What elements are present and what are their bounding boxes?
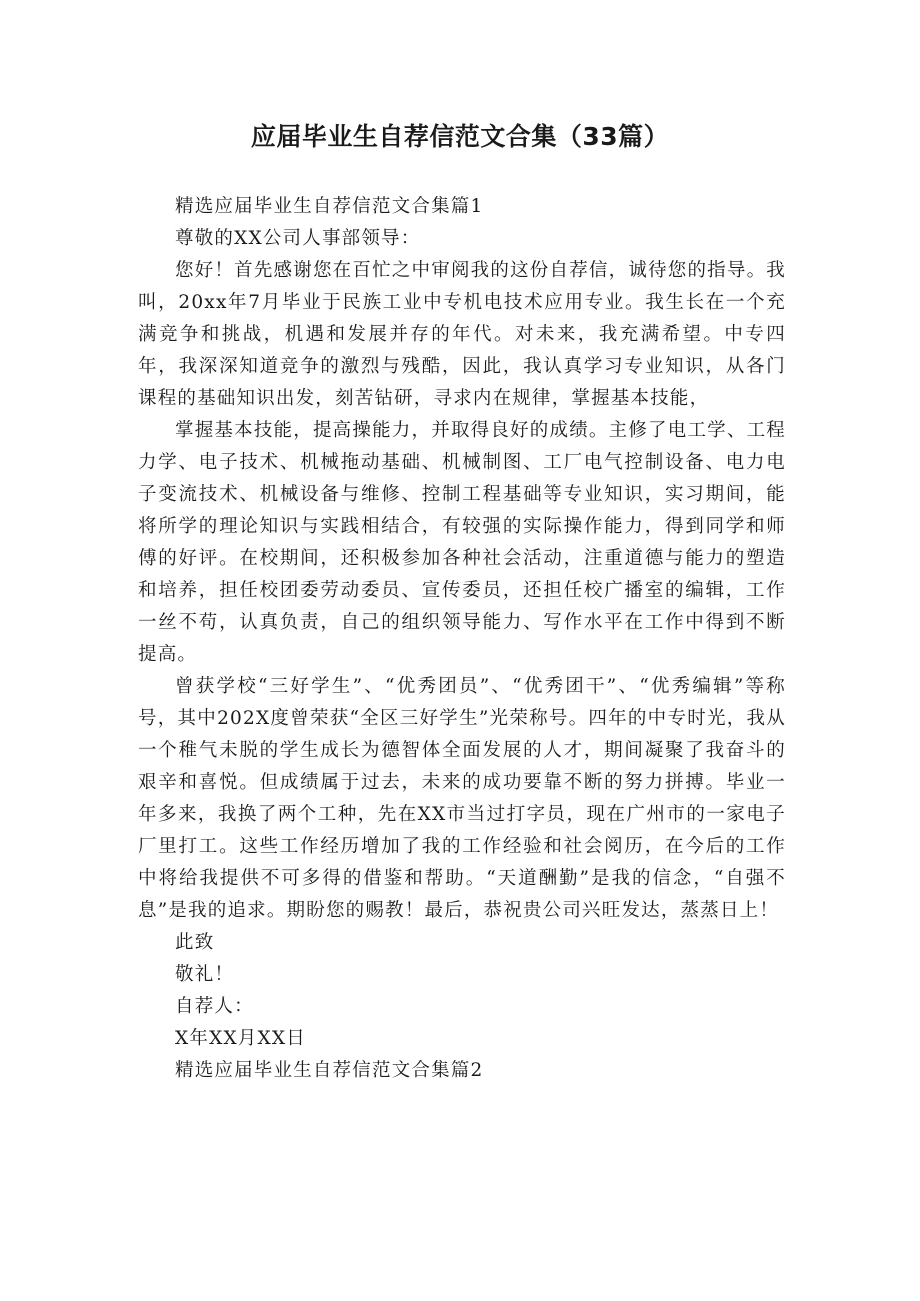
signature-label: 自荐人： (175, 996, 254, 1017)
document-title: 应届毕业生自荐信范文合集（33篇） (250, 122, 670, 151)
body-paragraph-2: 掌握基本技能，提高操能力，并取得良好的成绩。主修了电工学、工程力学、电子技术、机械拖动基础、机械制图、工厂电气控制设备、电力电子变流技术、机械设备与维修、控制工程基础等专业知识，实习期间，能将所学的理论知识与实践相结合，有较强的实际操作能力，得到同学和师傅的好评。在校期间，还积极参加各种社会活动，注重道德与能力的塑造和培养，担任校团委劳动委员、宣传委员，还担任校广播室的编辑，工作一丝不苟，认真负责，自己的组织领导能力、写作水平在工作中得到不断提高。 (138, 420, 786, 665)
letter-date: X年XX月XX日 (175, 1028, 306, 1049)
closing: 此致 (175, 932, 215, 953)
body-paragraph-1: 您好！首先感谢您在百忙之中审阅我的这份自荐信，诚待您的指导。我叫，20xx年7月毕业于民族工业中专机电技术应用专业。我生长在一个充满竞争和挑战，机遇和发展并存的年代。对未来，我充满希望。中专四年，我深深知道竞争的激烈与残酷，因此，我认真学习专业知识，从各门课程的基础知识出发，刻苦钻研，寻求内在规律，掌握基本技能， (138, 260, 786, 409)
body-paragraph-3: 曾获学校“三好学生”、“优秀团员”、“优秀团干”、“优秀编辑”等称号，其中202X度曾荣获“全区三好学生”光荣称号。四年的中专时光，我从一个稚气未脱的学生成长为德智体全面发展的人才，期间凝聚了我奋斗的艰辛和喜悦。但成绩属于过去，未来的成功要靠不断的努力拼搏。毕业一年多来，我换了两个工种，先在XX市当过打字员，现在广州市的一家电子厂里打工。这些工作经历增加了我的工作经验和社会阅历，在今后的工作中将给我提供不可多得的借鉴和帮助。“天道酬勤”是我的信念，“自强不息”是我的追求。期盼您的赐教！最后，恭祝贵公司兴旺发达，蒸蒸日上！ (138, 676, 786, 921)
regards: 敬礼！ (175, 964, 235, 985)
section-heading-1: 精选应届毕业生自荐信范文合集篇1 (175, 196, 484, 217)
document-body (138, 191, 786, 1087)
section-heading-2: 精选应届毕业生自荐信范文合集篇2 (175, 1060, 484, 1081)
salutation: 尊敬的XX公司人事部领导： (175, 228, 421, 249)
